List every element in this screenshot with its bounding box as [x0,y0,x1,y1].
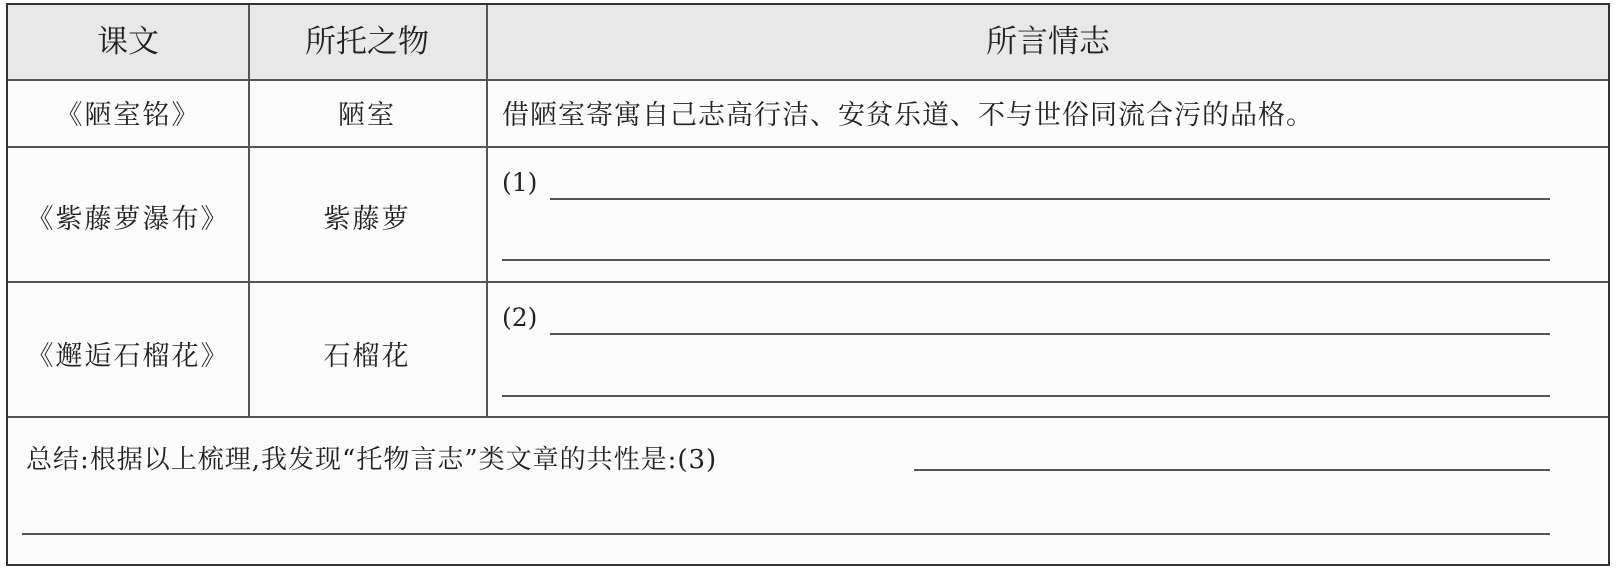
row2-object: 紫藤萝 [323,204,411,235]
header-text-column: 课文 [97,24,159,60]
answer-blank-3-line-a[interactable] [914,469,1550,471]
blank-3-number: (3) [677,445,718,475]
answer-blank-2-line-a[interactable] [550,333,1550,335]
row1-emotion: 借陋室寄寓自己志高行洁、安贫乐道、不与世俗同流合污的品格。 [502,100,1314,131]
row-divider-1 [8,146,1608,148]
answer-blank-1-line-a[interactable] [550,198,1550,200]
row2-text-title: 《紫藤萝瀑布》 [26,204,230,235]
blank-2-number: (2) [502,303,538,332]
header-object-column: 所托之物 [305,24,429,60]
row3-text-title: 《邂逅石榴花》 [26,341,230,372]
header-emotion-column: 所言情志 [986,24,1110,60]
row3-object: 石榴花 [323,341,411,372]
summary-text: 总结:根据以上梳理,我发现“托物言志”类文章的共性是: [26,445,678,475]
row1-text-title: 《陋室铭》 [55,100,201,131]
row-divider-2 [8,281,1608,283]
answer-blank-3-line-b[interactable] [22,533,1550,535]
row1-object: 陋室 [338,100,396,131]
answer-blank-2-line-b[interactable] [502,395,1550,397]
worksheet-table [6,3,1610,566]
answer-blank-1-line-b[interactable] [502,259,1550,261]
summary-label [26,439,717,476]
blank-1-number: (1) [502,168,538,197]
row-divider-3 [8,416,1608,418]
